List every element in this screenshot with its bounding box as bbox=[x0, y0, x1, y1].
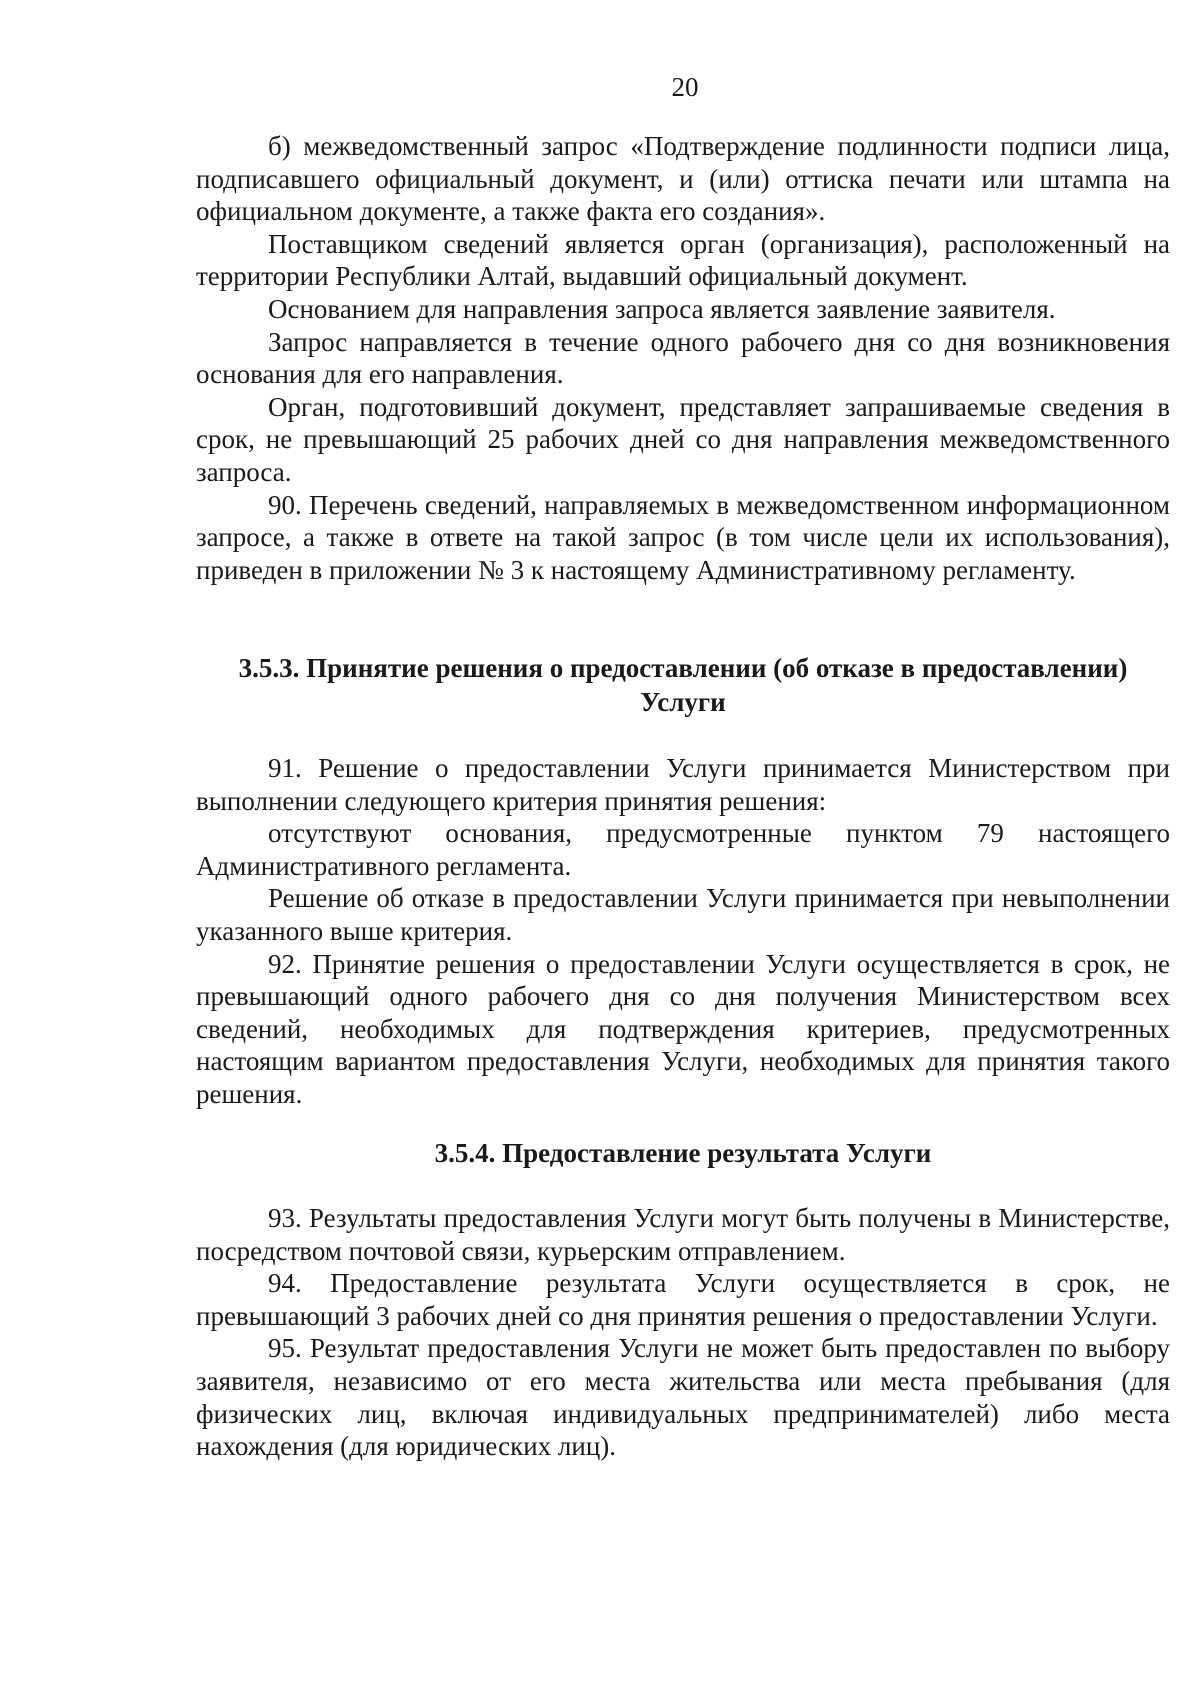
paragraph-item-94: 94. Предоставление результата Услуги осуществляется в срок, не превышающий 3 рабочих дней со дня принятия решения о предоставлении Услуги. bbox=[196, 1268, 1170, 1331]
page-number: 20 bbox=[671, 72, 699, 102]
paragraph-item-93: 93. Результаты предоставления Услуги могут быть получены в Министерстве, посредством почтовой связи, курьерским отправлением. bbox=[196, 1203, 1170, 1266]
paragraph-item-90: 90. Перечень сведений, направляемых в межведомственном информационном запросе, а также в ответе на такой запрос (в том числе цели их использования), приведен в приложении № 3 к настоящему Административному регламенту. bbox=[196, 489, 1170, 585]
paragraph-criterion: отсутствуют основания, предусмотренные пунктом 79 настоящего Административного регламента. bbox=[196, 818, 1170, 881]
paragraph-refusal: Решение об отказе в предоставлении Услуги принимается при невыполнении указанного выше критерия. bbox=[196, 883, 1170, 946]
paragraph-info-provider: Поставщиком сведений является орган (организация), расположенный на территории Республики Алтай, выдавший официальный документ. bbox=[196, 228, 1170, 292]
paragraph-request-deadline: Запрос направляется в течение одного рабочего дня со дня возникновения основания для его направления. bbox=[196, 326, 1170, 390]
section-heading-354: 3.5.4. Предоставление результата Услуги bbox=[434, 1138, 932, 1168]
paragraph-item-92: 92. Принятие решения о предоставлении Услуги осуществляется в срок, не превышающий одного рабочего дня со дня получения Министерством всех сведений, необходимых для подтверждения критериев, предусмотренных настоящим вариантом предоставления Услуги, необходимых для принятия такого решения. bbox=[196, 948, 1170, 1109]
paragraph-request-basis: Основанием для направления запроса является заявление заявителя. bbox=[268, 293, 1056, 324]
text-block-section-353 bbox=[196, 752, 1170, 1111]
section-heading-353-line2: Услуги bbox=[640, 687, 726, 717]
section-heading-353 bbox=[196, 651, 1170, 719]
paragraph-item-95: 95. Результат предоставления Услуги не может быть предоставлен по выбору заявителя, независимо от его места жительства или места пребывания (для физических лиц, включая индивидуальных предпринимателей) либо места нахождения (для юридических лиц). bbox=[196, 1333, 1170, 1462]
text-block-section-352 bbox=[196, 130, 1170, 586]
section-heading-353-line1: 3.5.3. Принятие решения о предоставлении (об отказе в предоставлении) bbox=[238, 653, 1128, 683]
paragraph-response-deadline: Орган, подготовивший документ, представляет запрашиваемые сведения в срок, не превышающий 25 рабочих дней со дня направления межведомственного запроса. bbox=[196, 391, 1170, 487]
paragraph-item-91: 91. Решение о предоставлении Услуги принимается Министерством при выполнении следующего критерия принятия решения: bbox=[196, 753, 1170, 816]
paragraph-request-b: б) межведомственный запрос «Подтверждение подлинности подписи лица, подписавшего официальный документ, и (или) оттиска печати или штампа на официальном документе, а также факта его создания». bbox=[196, 131, 1170, 227]
text-block-section-354 bbox=[196, 1202, 1170, 1463]
